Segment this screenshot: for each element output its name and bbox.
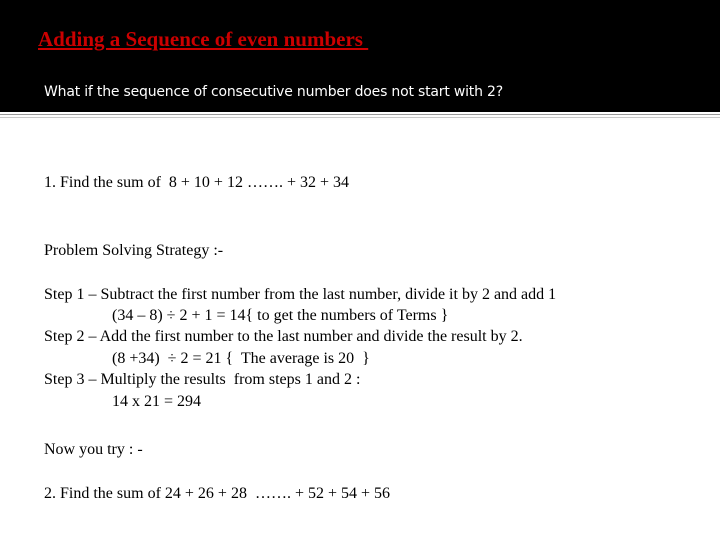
step-3-calculation: 14 x 21 = 294 <box>112 393 202 410</box>
slide-subtitle: What if the sequence of consecutive number does not start with 2? <box>44 84 503 100</box>
problem-2: 2. Find the sum of 24 + 26 + 28 ……. + 52 + 54 + 56 <box>44 485 391 502</box>
step-2-calculation: (8 +34) ÷ 2 = 21 { The average is 20 } <box>112 350 370 367</box>
step-2: Step 2 – Add the first number to the last number and divide the result by 2. <box>44 328 523 345</box>
slide-title: Adding a Sequence of even numbers <box>38 27 369 51</box>
step-1-calculation: (34 – 8) ÷ 2 + 1 = 14{ to get the numbers of Terms } <box>112 307 449 324</box>
step-1: Step 1 – Subtract the first number from the last number, divide it by 2 and add 1 <box>44 286 557 303</box>
strategy-heading: Problem Solving Strategy :- <box>44 242 224 259</box>
try-prompt: Now you try : - <box>44 441 143 458</box>
problem-1: 1. Find the sum of 8 + 10 + 12 ……. + 32 + 34 <box>44 174 349 191</box>
header-divider <box>0 114 720 118</box>
step-3: Step 3 – Multiply the results from steps 1 and 2 : <box>44 371 361 388</box>
